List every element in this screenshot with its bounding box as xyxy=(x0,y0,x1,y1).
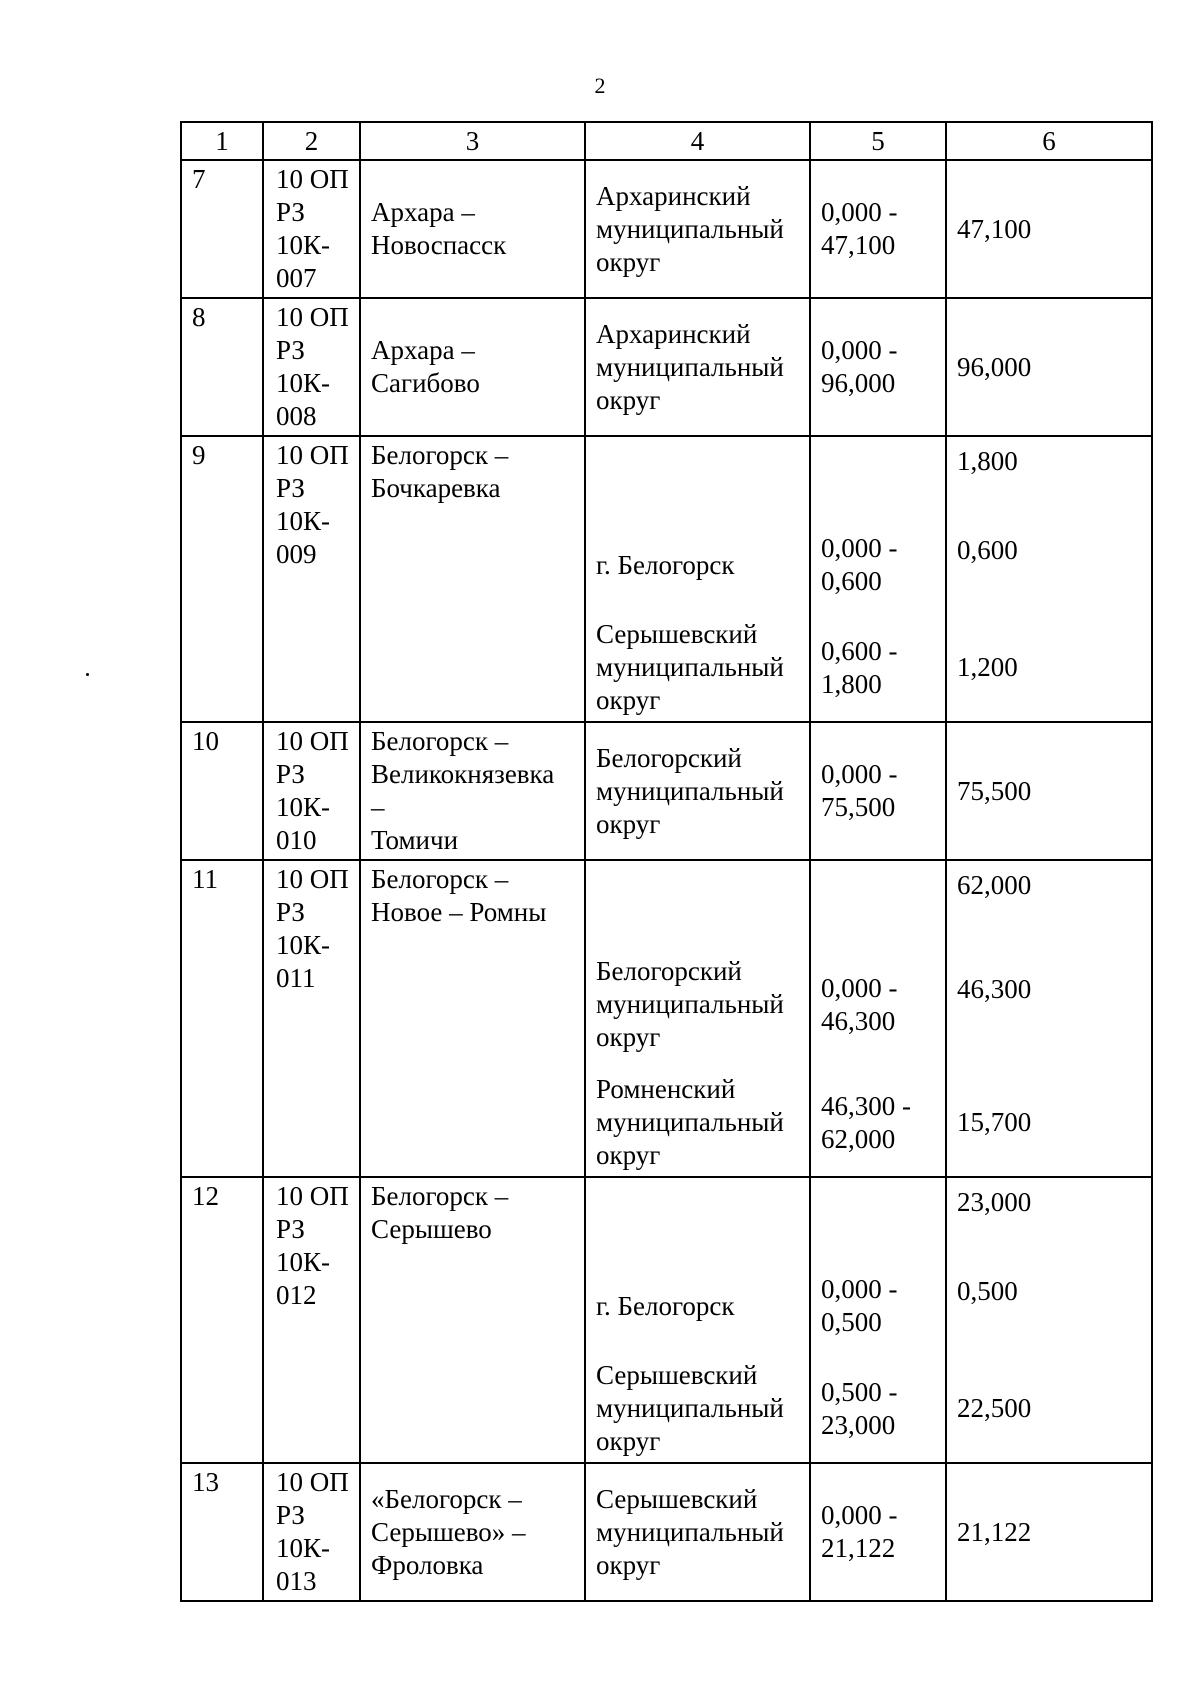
length-value: 47,100 xyxy=(957,213,1032,244)
length-cell xyxy=(946,722,1152,860)
row-number-cell xyxy=(181,1463,263,1601)
road-name-line: Серышево» – xyxy=(371,1516,526,1547)
road-name-cell xyxy=(360,1463,585,1601)
km-range-cell xyxy=(810,1463,946,1601)
length-value: 21,122 xyxy=(957,1516,1032,1547)
road-code-cell xyxy=(263,298,360,436)
road-name-line: «Белогорск – xyxy=(371,1483,522,1514)
district-line: муниципальный xyxy=(596,989,784,1019)
total-length: 23,000 xyxy=(957,1187,1032,1217)
row-number-cell xyxy=(181,436,263,722)
table-row xyxy=(181,160,1152,298)
district-cell xyxy=(585,436,810,722)
district-line: муниципальный xyxy=(596,1107,784,1137)
road-name-line: Белогорск – xyxy=(371,864,509,894)
road-code-line: 10 ОП xyxy=(276,1467,349,1497)
row-number: 12 xyxy=(192,1181,219,1211)
km-range-cell xyxy=(810,160,946,298)
table-row xyxy=(181,298,1152,436)
district-line: округ xyxy=(596,1022,661,1052)
road-code-line: 013 xyxy=(276,1566,317,1596)
km-range-line: 0,500 - xyxy=(821,1376,898,1407)
district-line: г. Белогорск xyxy=(596,549,735,580)
km-range-line: 0,000 - xyxy=(821,1274,898,1304)
road-name-line: Фроловка xyxy=(371,1549,484,1580)
district-line: округ xyxy=(596,685,661,715)
district-line: Белогорский xyxy=(596,956,742,986)
length-value: 75,500 xyxy=(957,775,1032,806)
district-cell xyxy=(585,722,810,860)
road-code-line: 10К- xyxy=(276,1247,330,1277)
district-cell xyxy=(585,160,810,298)
road-code-line: 10К- xyxy=(276,930,330,960)
road-code-line: 10 ОП xyxy=(276,440,349,470)
km-range-cell xyxy=(810,1177,946,1463)
km-range-line: 62,000 xyxy=(821,1123,896,1154)
km-range-line: 46,300 - xyxy=(821,1090,911,1121)
road-code-line: РЗ xyxy=(276,1500,305,1530)
road-name-cell xyxy=(360,1177,585,1463)
page-number: 2 xyxy=(594,73,606,98)
header-cell: 2 xyxy=(263,122,360,160)
road-name-line: Белогорск – xyxy=(371,726,509,756)
district-line: округ xyxy=(596,384,661,415)
km-range-cell xyxy=(810,436,946,722)
road-name-cell xyxy=(360,298,585,436)
road-code-line: 011 xyxy=(276,963,316,993)
district-line: Серышевский xyxy=(596,1483,758,1514)
segment-length: 0,500 xyxy=(957,1275,1018,1306)
road-name-line: Белогорск – xyxy=(371,440,509,470)
row-number: 8 xyxy=(192,302,206,332)
row-number: 13 xyxy=(192,1467,219,1497)
road-code-cell xyxy=(263,1177,360,1463)
header-cell: 5 xyxy=(810,122,946,160)
km-range-cell xyxy=(810,860,946,1177)
district-line: Серышевский xyxy=(596,1360,758,1390)
road-code-line: 10К- xyxy=(276,792,330,822)
km-range-line: 0,000 - xyxy=(821,533,898,563)
row-number-cell xyxy=(181,1177,263,1463)
road-code-line: 008 xyxy=(276,401,317,431)
km-range-line: 0,600 xyxy=(821,566,882,596)
road-code-line: 10 ОП xyxy=(276,726,349,756)
row-number: 9 xyxy=(192,440,206,470)
length-cell xyxy=(946,1177,1152,1463)
table-row xyxy=(181,722,1152,860)
km-range-line: 0,000 - xyxy=(821,197,898,227)
length-cell xyxy=(946,860,1152,1177)
road-name-line: Архара – xyxy=(371,197,475,227)
district-line: муниципальный xyxy=(596,213,784,244)
road-code-line: РЗ xyxy=(276,197,305,227)
road-name-line: Белогорск – xyxy=(371,1181,509,1211)
district-cell xyxy=(585,298,810,436)
district-line: Серышевский xyxy=(596,619,758,649)
segment-length: 46,300 xyxy=(957,974,1032,1004)
district-line: Архаринский xyxy=(596,318,751,349)
road-code-line: 10 ОП xyxy=(276,302,349,332)
district-line: муниципальный xyxy=(596,1516,784,1547)
km-range-line: 46,300 xyxy=(821,1005,896,1036)
district-line: округ xyxy=(596,246,661,277)
road-code-line: РЗ xyxy=(276,473,305,503)
km-range-line: 23,000 xyxy=(821,1409,896,1440)
header-cell: 1 xyxy=(181,122,263,160)
km-range-line: 75,500 xyxy=(821,792,896,822)
road-code-cell xyxy=(263,1463,360,1601)
road-code-line: 10 ОП xyxy=(276,1181,349,1211)
header-cell: 4 xyxy=(585,122,810,160)
length-cell xyxy=(946,436,1152,722)
road-name-cell xyxy=(360,860,585,1177)
road-code-cell xyxy=(263,722,360,860)
segment-length: 15,700 xyxy=(957,1107,1032,1137)
district-line: муниципальный xyxy=(596,351,784,382)
km-range-line: 47,100 xyxy=(821,230,896,260)
segment-length: 1,200 xyxy=(957,652,1018,682)
road-name-cell xyxy=(360,722,585,860)
district-line: муниципальный xyxy=(596,652,784,682)
header-cell: 6 xyxy=(946,122,1152,160)
road-code-line: 10К- xyxy=(276,368,330,398)
scan-speck xyxy=(86,673,89,676)
km-range-line: 0,500 xyxy=(821,1307,882,1337)
road-code-line: 10К- xyxy=(276,1533,330,1563)
roads-table xyxy=(180,121,1153,1602)
district-line: Ромненский xyxy=(596,1074,736,1104)
table-row xyxy=(181,1177,1152,1463)
road-code-line: 012 xyxy=(276,1280,317,1310)
length-cell xyxy=(946,298,1152,436)
road-code-line: 009 xyxy=(276,539,317,569)
road-name-cell xyxy=(360,436,585,722)
district-line: округ xyxy=(596,1140,661,1170)
road-code-line: 007 xyxy=(276,263,317,293)
district-line: муниципальный xyxy=(596,775,784,806)
road-code-line: РЗ xyxy=(276,1214,305,1244)
road-name-line: Сагибово xyxy=(371,368,480,398)
district-line: Архаринский xyxy=(596,180,751,211)
road-name-line: Новоспасск xyxy=(371,230,507,260)
km-range-cell xyxy=(810,722,946,860)
table-row xyxy=(181,436,1152,722)
row-number-cell xyxy=(181,160,263,298)
road-name-line: Новое – Ромны xyxy=(371,897,547,927)
row-number: 7 xyxy=(192,164,206,194)
km-range-cell xyxy=(810,298,946,436)
road-code-line: 10 ОП xyxy=(276,164,349,194)
segment-length: 22,500 xyxy=(957,1393,1032,1423)
district-line: Белогорский xyxy=(596,742,742,773)
road-code-line: РЗ xyxy=(276,897,305,927)
district-line: г. Белогорск xyxy=(596,1290,735,1321)
road-code-line: 10К- xyxy=(276,506,330,536)
table-body xyxy=(181,160,1152,1601)
district-line: округ xyxy=(596,1549,661,1580)
road-code-cell xyxy=(263,436,360,722)
total-length: 62,000 xyxy=(957,870,1032,900)
district-cell xyxy=(585,860,810,1177)
road-name-line: Великокнязевка – xyxy=(371,759,555,822)
district-cell xyxy=(585,1463,810,1601)
road-code-line: РЗ xyxy=(276,759,305,789)
district-line: округ xyxy=(596,1426,661,1456)
total-length: 1,800 xyxy=(957,446,1018,476)
road-code-line: РЗ xyxy=(276,335,305,365)
row-number-cell xyxy=(181,722,263,860)
km-range-line: 1,800 xyxy=(821,668,882,699)
road-name-cell xyxy=(360,160,585,298)
header-row xyxy=(181,122,1152,160)
road-name-line: Томичи xyxy=(371,825,459,855)
km-range-line: 21,122 xyxy=(821,1533,896,1563)
district-line: округ xyxy=(596,808,661,839)
table-row xyxy=(181,1463,1152,1601)
km-range-line: 0,000 - xyxy=(821,335,898,365)
km-range-line: 96,000 xyxy=(821,368,896,398)
km-range-line: 0,000 - xyxy=(821,1500,898,1530)
row-number-cell xyxy=(181,860,263,1177)
km-range-line: 0,000 - xyxy=(821,759,898,789)
row-number-cell xyxy=(181,298,263,436)
row-number: 10 xyxy=(192,726,219,756)
km-range-line: 0,600 - xyxy=(821,635,898,666)
road-name-line: Серышево xyxy=(371,1214,492,1244)
length-cell xyxy=(946,1463,1152,1601)
header-cell: 3 xyxy=(360,122,585,160)
road-code-line: 010 xyxy=(276,825,317,855)
km-range-line: 0,000 - xyxy=(821,972,898,1003)
table-row xyxy=(181,860,1152,1177)
road-code-line: 10К- xyxy=(276,230,330,260)
road-name-line: Бочкаревка xyxy=(371,473,501,503)
road-code-cell xyxy=(263,860,360,1177)
row-number: 11 xyxy=(192,864,218,894)
length-cell xyxy=(946,160,1152,298)
district-line: муниципальный xyxy=(596,1393,784,1423)
road-code-cell xyxy=(263,160,360,298)
road-name-line: Архара – xyxy=(371,335,475,365)
road-code-line: 10 ОП xyxy=(276,864,349,894)
length-value: 96,000 xyxy=(957,351,1032,382)
district-cell xyxy=(585,1177,810,1463)
segment-length: 0,600 xyxy=(957,534,1018,565)
